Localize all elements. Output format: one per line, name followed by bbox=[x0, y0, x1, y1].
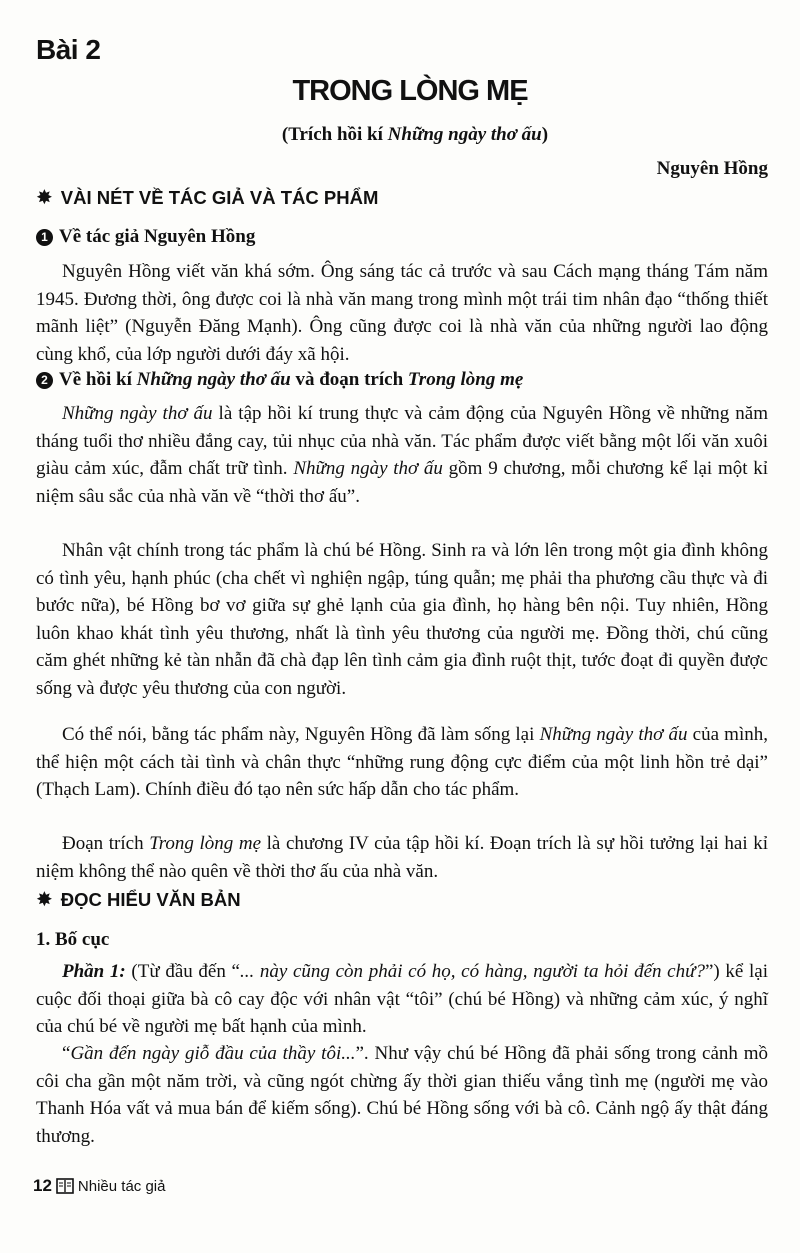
paragraph-memoir bbox=[36, 400, 768, 510]
text-run: là tập hồi kí trung thực và cảm động của Nguyên Hồng về những năm tháng tuổi thơ nhiều đắng cay, tủi nhục của nhà văn. Tác phẩm được viết bằng một lối văn xuôi giàu cảm xúc, đẫm chất trữ tình. bbox=[36, 403, 768, 479]
subtitle bbox=[0, 124, 800, 146]
number-2-icon: 2 bbox=[36, 372, 53, 389]
section-heading-author-work bbox=[36, 187, 378, 209]
italic-quote: ... này cũng còn phải có họ, có hàng, người ta hỏi đến chứ? bbox=[239, 961, 705, 982]
italic-work-title: Những ngày thơ ấu bbox=[539, 724, 688, 745]
subheading-text-b: Những ngày thơ ấu bbox=[136, 369, 291, 390]
part-label: Phần 1: bbox=[62, 961, 126, 982]
text-run: gồm 9 chương, mỗi chương kể lại một kỉ niệm sâu sắc của nhà văn về “thời thơ ấu”. bbox=[36, 458, 769, 507]
paragraph-author: Nguyên Hồng viết văn khá sớm. Ông sáng tác cả trước và sau Cách mạng tháng Tám năm 1945. Đương thời, ông được coi là nhà văn mang trong mình một trái tim nhân đạo “thống thiết mãnh liệt” (Nguyễn Đăng Mạnh). Ông cũng được coi là nhà văn của những người lao động cùng khổ, của lớp người dưới đáy xã hội. bbox=[36, 261, 768, 365]
text-run: Đoạn trích bbox=[62, 833, 150, 854]
lesson-label: Bài 2 bbox=[36, 34, 101, 65]
asterisk-icon: ✸ bbox=[36, 187, 53, 209]
subtitle-work: Những ngày thơ ấu bbox=[387, 124, 542, 145]
book-icon bbox=[56, 1178, 74, 1194]
subtitle-prefix: (Trích hồi kí bbox=[281, 124, 388, 145]
author-name: Nguyên Hồng bbox=[656, 158, 768, 179]
publisher-name: Nhiều tác giả bbox=[77, 1177, 166, 1195]
italic-work-title: Những ngày thơ ấu bbox=[293, 458, 443, 479]
subheading-text-c: và đoạn trích bbox=[295, 369, 404, 390]
paragraph-evaluation bbox=[36, 721, 768, 804]
page-footer bbox=[33, 1176, 165, 1196]
text-run: “ bbox=[62, 1043, 71, 1064]
section-heading-text: ĐỌC HIỂU VĂN BẢN bbox=[60, 889, 241, 910]
italic-quote: Gần đến ngày giỗ đầu của thầy tôi... bbox=[70, 1043, 356, 1064]
text-run: (Từ đầu đến “ bbox=[125, 961, 240, 982]
text-run: là chương IV của tập hồi kí. Đoạn trích là sự hồi tưởng lại hai kỉ niệm không thể nào quên về thời thơ ấu của nhà văn. bbox=[36, 833, 768, 882]
section-heading-reading bbox=[36, 889, 241, 911]
page-number: 12 bbox=[33, 1176, 52, 1195]
subheading-text: Về tác giả Nguyên Hồng bbox=[59, 226, 256, 247]
subheading-memoir bbox=[36, 369, 523, 391]
italic-excerpt-title: Trong lòng mẹ bbox=[149, 833, 262, 854]
page-title: TRONG LÒNG MẸ bbox=[292, 75, 528, 107]
section-heading-text: VÀI NÉT VỀ TÁC GIẢ VÀ TÁC PHẨM bbox=[60, 187, 379, 208]
paragraph-character: Nhân vật chính trong tác phẩm là chú bé Hồng. Sinh ra và lớn lên trong một gia đình không có tình yêu, hạnh phúc (cha chết vì nghiện ngập, túng quẫn; mẹ phải tha phương cầu thực và đi bước nữa), bé Hồng bơ vơ giữa sự ghẻ lạnh của gia đình, họ hàng bên nội. Tuy nhiên, Hồng luôn khao khát tình yêu thương, nhất là tình yêu thương của người mẹ. Đồng thời, chú cũng căm ghét những kẻ tàn nhẫn đã chà đạp lên tình cảm gia đình ruột thịt, tước đoạt đi quyền được sống và được yêu thương của con người. bbox=[36, 540, 768, 699]
asterisk-icon: ✸ bbox=[36, 889, 53, 911]
text-run: của mình, thể hiện một cách tài tình và chân thực “những rung động cực điểm của một linh hồn trẻ dại” (Thạch Lam). Chính điều đó tạo nên sức hấp dẫn cho tác phẩm. bbox=[36, 724, 768, 800]
italic-work-title: Những ngày thơ ấu bbox=[62, 403, 213, 424]
number-1-icon: 1 bbox=[36, 229, 53, 246]
text-run: ”) kể lại cuộc đối thoại giữa bà cô cay độc với nhân vật “tôi” (chú bé Hồng) và những cảm xúc, ý nghĩ của chú bé về người mẹ bất hạnh của mình. bbox=[36, 961, 768, 1037]
text-run: ”. Như vậy chú bé Hồng đã phải sống trong cảnh mồ côi cha gần một năm trời, và cũng ngót chừng ấy thời gian thiếu vắng tình mẹ (người mẹ vào Thanh Hóa vất vả mua bán để kiếm sống). Chú bé Hồng sống với bà cô. Cảnh ngộ ấy thật đáng thương. bbox=[36, 1043, 768, 1147]
paragraph-context bbox=[36, 1040, 768, 1150]
paragraph-excerpt bbox=[36, 830, 768, 885]
subheading-text-a: Về hồi kí bbox=[59, 369, 132, 390]
text-run: Có thể nói, bằng tác phẩm này, Nguyên Hồng đã làm sống lại bbox=[62, 724, 540, 745]
paragraph-part-1 bbox=[36, 958, 768, 1041]
subheading-text-d: Trong lòng mẹ bbox=[407, 369, 524, 390]
subheading-author bbox=[36, 226, 255, 248]
subheading-structure: 1. Bố cục bbox=[36, 929, 110, 950]
subtitle-suffix: ) bbox=[541, 124, 549, 145]
